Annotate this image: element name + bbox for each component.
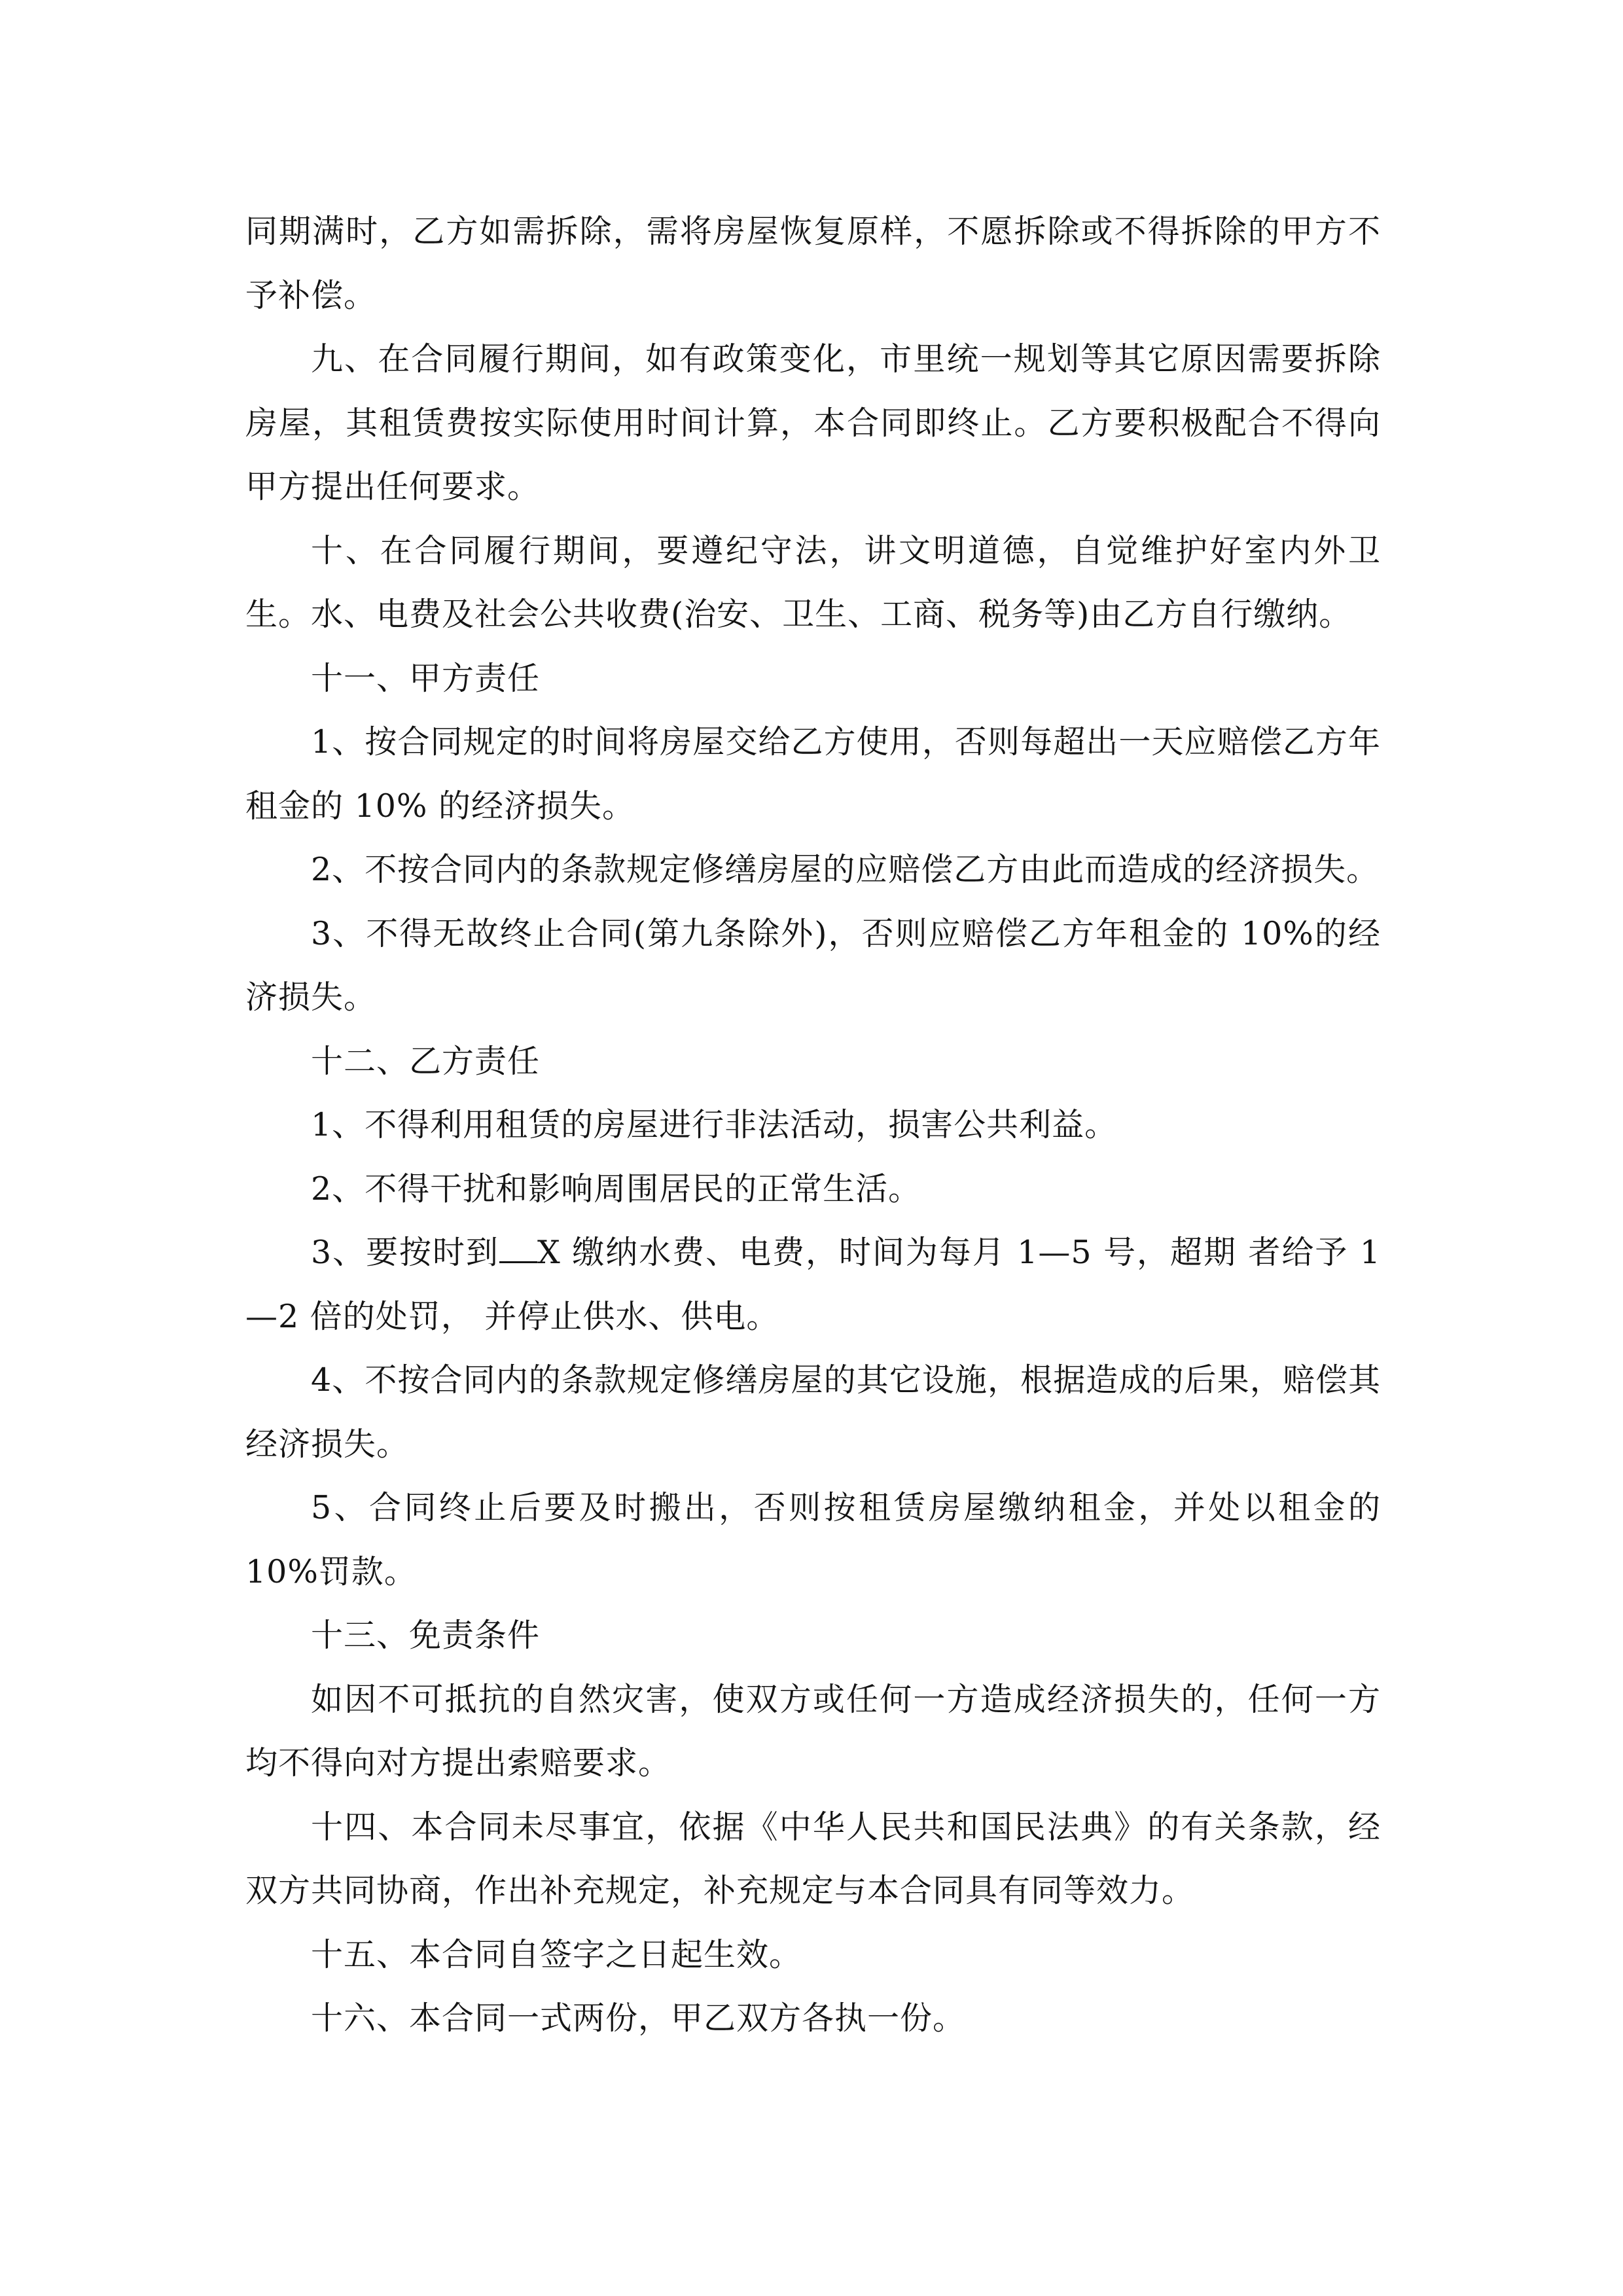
paragraph-b-item-1: 1、不得利用租赁的房屋进行非法活动，损害公共利益。 [311,1106,1118,1143]
paragraph-b-item-3-before: 3、要按时到 [311,1234,499,1271]
paragraph-b-item-3-after: X 缴纳水费、电费，时间为每月 1—5 号，超期 者给予 1—2 倍的处罚， 并停止供水、供电。 [245,1234,1381,1335]
paragraph-b-item-3 [245,1221,1381,1348]
paragraph-clause-8-continued: 同期满时，乙方如需拆除，需将房屋恢复原样，不愿拆除或不得拆除的甲方不予补偿。 [245,213,1381,314]
fill-in-blank [499,1236,537,1263]
heading-exemption: 十三、免责条件 [311,1617,541,1654]
paragraph-exemption-text: 如因不可抵抗的自然灾害，使双方或任何一方造成经济损失的，任何一方均不得向对方提出索赔要求。 [245,1680,1381,1782]
paragraph-b-item-5: 5、合同终止后要及时搬出，否则按租赁房屋缴纳租金，并处以租金的 10%罚款。 [245,1489,1381,1590]
paragraph-b-item-2: 2、不得干扰和影响周围居民的正常生活。 [311,1170,921,1208]
paragraph-a-item-2: 2、不按合同内的条款规定修缮房屋的应赔偿乙方由此而造成的经济损失。 [311,851,1380,888]
paragraph-clause-14: 十四、本合同未尽事宜，依据《中华人民共和国民法典》的有关条款，经双方共同协商，作出补充规定，补充规定与本合同具有同等效力。 [245,1808,1381,1909]
paragraph-clause-16: 十六、本合同一式两份，甲乙双方各执一份。 [311,2000,966,2037]
paragraph-clause-9: 九、在合同履行期间，如有政策变化，市里统一规划等其它原因需要拆除房屋，其租赁费按实际使用时间计算，本合同即终止。乙方要积极配合不得向甲方提出任何要求。 [245,340,1381,505]
paragraph-a-item-1: 1、按合同规定的时间将房屋交给乙方使用，否则每超出一天应赔偿乙方年租金的 10% 的经济损失。 [245,723,1381,825]
paragraph-clause-10: 十、在合同履行期间，要遵纪守法，讲文明道德，自觉维护好室内外卫生。水、电费及社会公共收费(治安、卫生、工商、税务等)由乙方自行缴纳。 [245,531,1381,633]
heading-party-a-responsibility: 十一、甲方责任 [311,659,541,697]
document-body [245,200,1381,2051]
paragraph-clause-15: 十五、本合同自签字之日起生效。 [311,1935,802,1973]
paragraph-a-item-3: 3、不得无故终止合同(第九条除外)，否则应赔偿乙方年租金的 10%的经济损失。 [245,914,1381,1016]
paragraph-b-item-4: 4、不按合同内的条款规定修缮房屋的其它设施，根据造成的后果，赔偿其经济损失。 [245,1361,1381,1463]
heading-party-b-responsibility: 十二、乙方责任 [311,1042,541,1080]
